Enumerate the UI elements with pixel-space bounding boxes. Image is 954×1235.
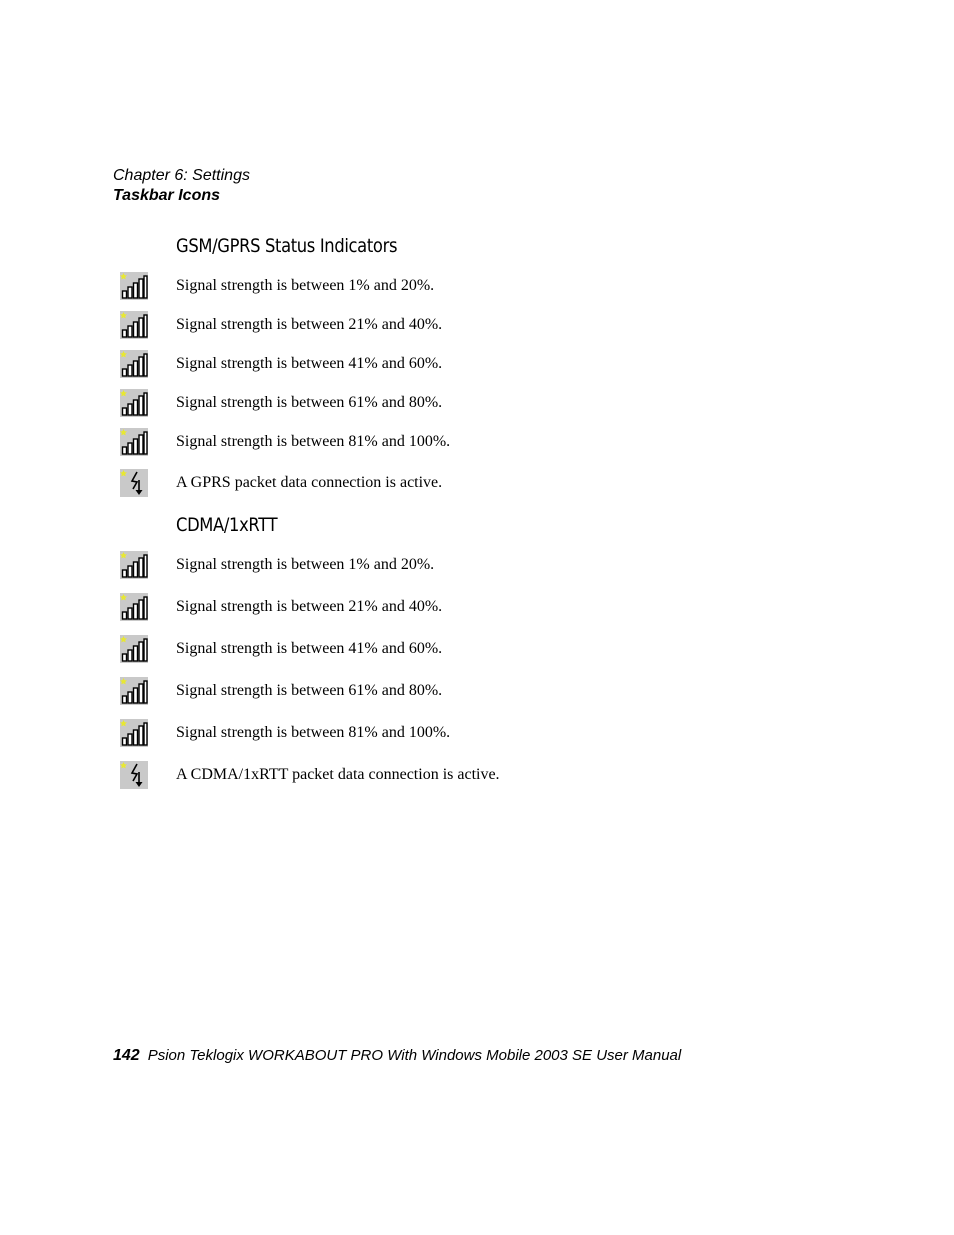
cdma-indicator-row	[120, 677, 443, 705]
indicator-description: Signal strength is between 1% and 20%.	[176, 277, 435, 294]
indicator-description: Signal strength is between 41% and 60%.	[176, 640, 443, 657]
signal-strength-icon	[120, 311, 148, 339]
signal-strength-icon	[120, 350, 148, 378]
gsm-indicator-row	[120, 311, 443, 339]
indicator-description: Signal strength is between 81% and 100%.	[176, 433, 451, 450]
signal-strength-icon	[120, 389, 148, 417]
cdma-indicator-row	[120, 635, 443, 663]
indicator-description: Signal strength is between 21% and 40%.	[176, 316, 443, 333]
cdma-indicator-row	[120, 761, 500, 789]
signal-strength-icon	[120, 635, 148, 663]
gsm-indicator-row	[120, 350, 443, 378]
packet-data-icon	[120, 469, 148, 497]
signal-strength-icon	[120, 677, 148, 705]
cdma-section-title: CDMA/1xRTT	[176, 514, 278, 536]
indicator-description: A GPRS packet data connection is active.	[176, 474, 443, 491]
page-footer	[113, 1046, 681, 1066]
gsm-indicator-row	[120, 272, 435, 300]
indicator-description: A CDMA/1xRTT packet data connection is active.	[176, 766, 500, 783]
gsm-indicator-row	[120, 389, 443, 417]
cdma-indicator-row	[120, 719, 451, 747]
packet-data-icon	[120, 761, 148, 789]
signal-strength-icon	[120, 719, 148, 747]
signal-strength-icon	[120, 551, 148, 579]
signal-strength-icon	[120, 272, 148, 300]
indicator-description: Signal strength is between 1% and 20%.	[176, 556, 435, 573]
indicator-description: Signal strength is between 21% and 40%.	[176, 598, 443, 615]
cdma-indicator-row	[120, 593, 443, 621]
indicator-description: Signal strength is between 41% and 60%.	[176, 355, 443, 372]
indicator-description: Signal strength is between 61% and 80%.	[176, 394, 443, 411]
indicator-description: Signal strength is between 61% and 80%.	[176, 682, 443, 699]
manual-title: Psion Teklogix WORKABOUT PRO With Windows Mobile 2003 SE User Manual	[147, 1047, 682, 1064]
chapter-header: Chapter 6: Settings	[113, 167, 250, 184]
gsm-indicator-row	[120, 428, 451, 456]
page-number: 142	[113, 1047, 140, 1064]
gsm-indicator-row	[120, 469, 443, 497]
indicator-description: Signal strength is between 81% and 100%.	[176, 724, 451, 741]
signal-strength-icon	[120, 428, 148, 456]
section-header: Taskbar Icons	[113, 187, 221, 204]
signal-strength-icon	[120, 593, 148, 621]
cdma-indicator-row	[120, 551, 435, 579]
gsm-section-title: GSM/GPRS Status Indicators	[176, 235, 398, 257]
